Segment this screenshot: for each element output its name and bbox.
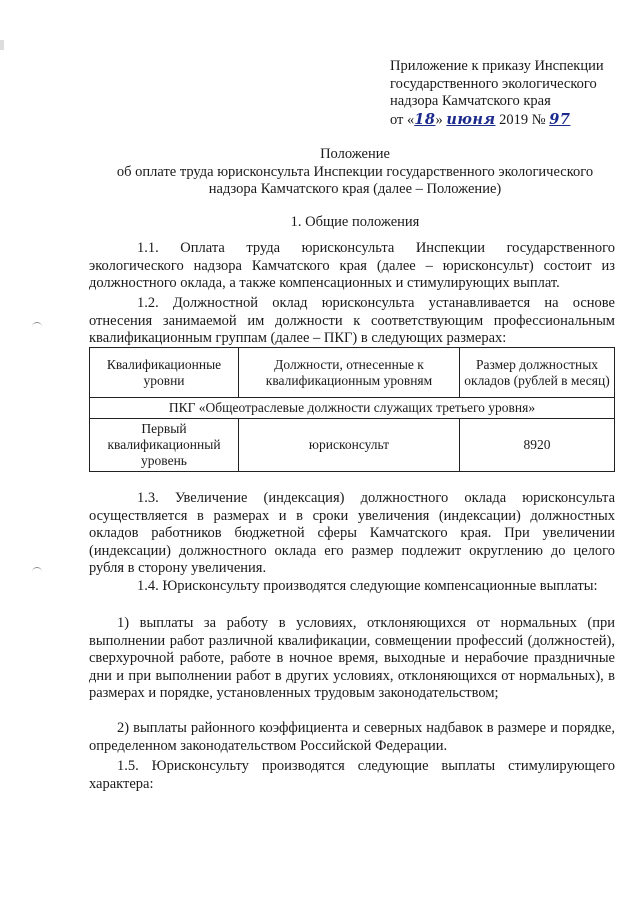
paragraph-1-4-item-1: 1) выплаты за работу в условиях, отклоняющихся от нормальных (при выполнении работ различной квалификации, совмещении профессий (должностей), сверхурочной работе, работе в ночное время, выходные и нерабочие праздничные дни и при выполнении работ в других условиях, отклоняющихся от нормальных), в размерах и порядке, установленных трудовым законодательством;	[89, 615, 615, 701]
approval-date-line	[390, 111, 635, 130]
table-cell: 8920	[460, 419, 615, 472]
scan-mark	[32, 322, 42, 329]
approval-line-3: надзора Камчатского края	[390, 93, 551, 109]
table-header-cell: Размер должностных окладов (рублей в месяц)	[460, 348, 615, 398]
handwritten-month: июня	[446, 110, 496, 128]
paragraph-1-2: 1.2. Должностной оклад юрисконсульта устанавливается на основе отнесения занимаемой им должности к соответствующим профессиональным квалификационным группам (далее – ПКГ) в следующих размерах:	[89, 295, 615, 346]
paragraph-1-4: 1.4. Юрисконсульту производятся следующие компенсационные выплаты:	[137, 578, 598, 594]
scan-mark	[32, 567, 42, 574]
table-header-cell: Должности, отнесенные к квалификационным уровням	[239, 348, 460, 398]
approval-stamp-block	[390, 58, 635, 129]
paragraph-1-1: 1.1. Оплата труда юрисконсульта Инспекции государственного экологического надзора Камчатского края (далее – юрисконсульт) состоит из должностного оклада, а также компенсационных и стимулирующих выплат.	[89, 240, 615, 291]
handwritten-day: 18	[414, 110, 436, 128]
document-title	[95, 146, 615, 199]
title-line-1: Положение	[320, 146, 390, 162]
section-heading: 1. Общие положения	[290, 214, 420, 230]
date-mid: »	[435, 111, 443, 128]
table-header-row	[90, 348, 615, 398]
paragraph-1-3: 1.3. Увеличение (индексация) должностного оклада юрисконсульта осуществляется в размерах и в сроки увеличения (индексации) должностных окладов работников бюджетной сферы Камчатского края. При увеличении (индексации) должностного оклада его размер подлежит округлению до целого рубля в сторону увеличения.	[89, 490, 615, 576]
table-cell: Первый квалификационный уровень	[90, 419, 239, 472]
table-group-row	[90, 398, 615, 419]
table-group-cell: ПКГ «Общеотраслевые должности служащих третьего уровня»	[90, 398, 615, 419]
scan-edge-mark	[0, 40, 4, 50]
handwritten-number: 97	[549, 110, 571, 128]
title-line-2: об оплате труда юрисконсульта Инспекции государственного экологического	[116, 163, 594, 180]
table-row	[90, 419, 615, 472]
table-header-cell: Квалификационные уровни	[90, 348, 239, 398]
salary-table	[89, 347, 615, 472]
date-prefix: от «	[390, 111, 415, 128]
approval-line-2: государственного экологического	[390, 75, 597, 92]
title-line-3: надзора Камчатского края (далее – Положение)	[208, 181, 502, 197]
paragraph-1-4-item-2: 2) выплаты районного коэффициента и северных надбавок в размере и порядке, определенном законодательством Российской Федерации.	[89, 720, 615, 754]
date-year: 2019 №	[499, 111, 546, 128]
paragraph-1-5: 1.5. Юрисконсульту производятся следующие выплаты стимулирующего характера:	[89, 758, 615, 792]
table-cell: юрисконсульт	[239, 419, 460, 472]
approval-line-1: Приложение к приказу Инспекции	[390, 58, 604, 74]
